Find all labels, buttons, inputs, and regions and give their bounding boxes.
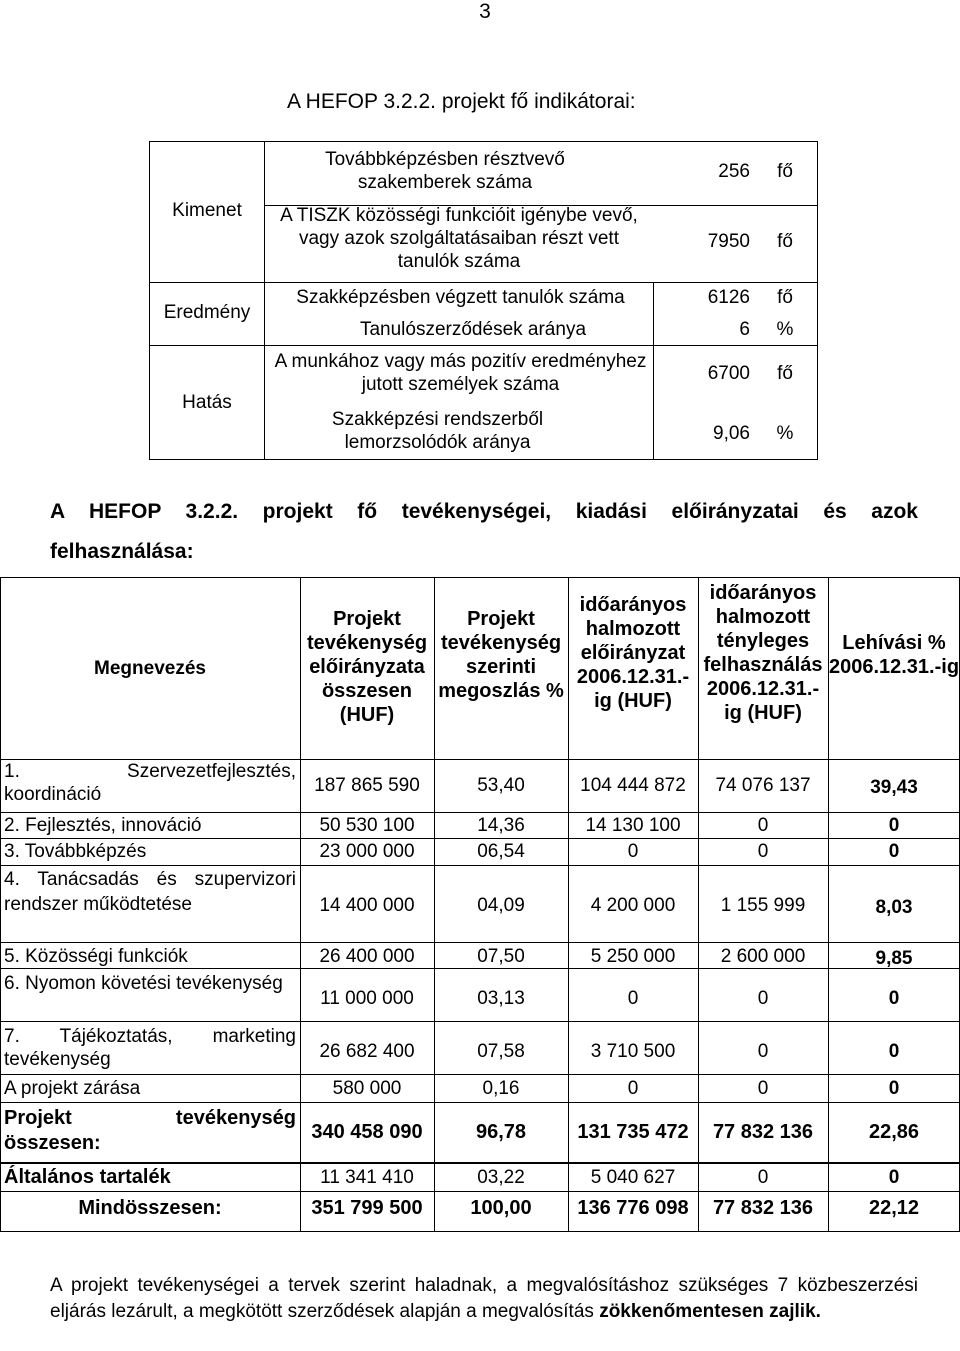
- row-name: 6. Nyomon követési tevékenység: [4, 973, 283, 994]
- cell-planned: 131 735 472: [577, 1121, 689, 1143]
- row-name: 1. Szervezetfejlesztés, koordináció: [4, 761, 296, 805]
- header-actual: időarányos halmozott tényleges felhasználás 2006.12.31.-ig (HUF): [703, 582, 823, 724]
- page-number: 3: [479, 0, 491, 23]
- cell-actual: 0: [757, 1167, 769, 1188]
- indicator-label: Tanulószerződések aránya: [359, 319, 587, 340]
- cell-total: 14 400 000: [319, 895, 415, 916]
- cell-planned: 136 776 098: [577, 1197, 689, 1219]
- indicator-unit: %: [776, 423, 794, 444]
- indicator-unit: fő: [777, 161, 793, 182]
- cell-total: 11 341 410: [320, 1167, 414, 1188]
- cell-share: 06,54: [477, 841, 525, 862]
- cell-planned: 4 200 000: [590, 895, 676, 916]
- cell-actual: 0: [757, 1078, 769, 1099]
- budget-table: [0, 577, 960, 1232]
- budget-title-cont: felhasználása:: [50, 540, 194, 563]
- indicator-unit: fő: [777, 231, 793, 252]
- indicator-value: 6: [739, 319, 750, 340]
- indicator-value: 9,06: [713, 423, 750, 444]
- row-name: Mindösszesen:: [78, 1197, 222, 1219]
- indicator-value: 256: [718, 161, 750, 182]
- cell-actual: 77 832 136: [712, 1121, 814, 1143]
- row-name: Projekt tevékenység összesen:: [4, 1107, 296, 1154]
- indicator-value: 6700: [707, 363, 750, 384]
- header-megnevezes: Megnevezés: [94, 658, 206, 679]
- budget-title: A HEFOP 3.2.2. projekt fő tevékenységei, kiadási előirányzatai és azok: [50, 500, 918, 523]
- cell-planned: 0: [627, 1078, 639, 1099]
- indicator-unit: %: [776, 319, 794, 340]
- cell-planned: 5 040 627: [590, 1167, 676, 1188]
- indicators-title: A HEFOP 3.2.2. projekt fő indikátorai:: [287, 90, 636, 113]
- cell-actual: 0: [757, 815, 769, 836]
- category-kimenet: Kimenet: [172, 200, 242, 221]
- footer-paragraph: [50, 1273, 918, 1325]
- cell-total: 351 799 500: [311, 1197, 423, 1219]
- cell-total: 26 400 000: [319, 946, 415, 967]
- cell-total: 26 682 400: [319, 1041, 415, 1062]
- footer-text: A projekt tevékenységei a tervek szerint haladnak, a megvalósításhoz szükséges 7 közbeszerzési eljárás lezárult, a megkötött szerződések alapján a megvalósítás: [50, 1275, 918, 1322]
- header-share: Projekt tevékenység szerinti megoszlás %: [438, 608, 564, 702]
- cell-planned: 14 130 100: [585, 815, 681, 836]
- cell-rate: 0: [888, 1041, 900, 1062]
- cell-planned: 3 710 500: [590, 1041, 676, 1062]
- indicator-unit: fő: [777, 287, 793, 308]
- cell-actual: 0: [757, 841, 769, 862]
- cell-rate: 22,12: [868, 1197, 920, 1219]
- cell-total: 580 000: [332, 1078, 402, 1099]
- cell-planned: 0: [627, 841, 639, 862]
- cell-actual: 0: [757, 1041, 769, 1062]
- header-rate: Lehívási % 2006.12.31.-ig: [828, 632, 960, 678]
- row-name: 2. Fejlesztés, innováció: [4, 815, 202, 836]
- row-name: 4. Tanácsadás és szupervizori rendszer működtetése: [4, 869, 296, 915]
- row-name: 7. Tájékoztatás, marketing tevékenység: [4, 1026, 296, 1070]
- row-name: 5. Közösségi funkciók: [4, 946, 188, 967]
- cell-share: 100,00: [470, 1197, 532, 1219]
- header-total: Projekt tevékenység előirányzata összesen (HUF): [306, 608, 428, 726]
- cell-rate: 0: [888, 988, 900, 1009]
- cell-planned: 0: [627, 988, 639, 1009]
- cell-rate: 0: [888, 1078, 900, 1099]
- cell-share: 04,09: [477, 895, 525, 916]
- cell-rate: 0: [888, 841, 900, 862]
- indicators-table: [149, 141, 818, 460]
- cell-share: 03,22: [477, 1167, 525, 1188]
- cell-planned: 5 250 000: [590, 946, 676, 967]
- row-name: A projekt zárása: [4, 1078, 141, 1099]
- cell-share: 53,40: [477, 775, 525, 796]
- cell-share: 0,16: [482, 1078, 520, 1099]
- header-planned: időarányos halmozott előirányzat 2006.12.31.-ig (HUF): [576, 594, 690, 712]
- row-name: 3. Továbbképzés: [4, 841, 147, 862]
- cell-total: 50 530 100: [319, 815, 415, 836]
- indicator-label: Szakképzési rendszerből lemorzsolódók aránya: [331, 409, 544, 453]
- indicator-unit: fő: [777, 363, 793, 384]
- cell-rate: 9,85: [875, 948, 913, 969]
- indicator-value: 6126: [707, 287, 750, 308]
- cell-rate: 39,43: [870, 777, 918, 798]
- category-eredmeny: Eredmény: [163, 302, 251, 323]
- indicator-label: A munkához vagy más pozitív eredményhez jutott személyek száma: [274, 351, 647, 395]
- cell-actual: 2 600 000: [720, 946, 806, 967]
- cell-rate: 22,86: [868, 1121, 920, 1143]
- indicator-label: A TISZK közösségi funkcióit igénybe vevő, vagy azok szolgáltatásaiban részt vett tanulók száma: [280, 205, 638, 272]
- indicator-value: 7950: [707, 231, 750, 252]
- cell-total: 340 458 090: [311, 1121, 423, 1143]
- row-name: Általános tartalék: [4, 1166, 171, 1188]
- cell-total: 187 865 590: [314, 775, 420, 796]
- cell-planned: 104 444 872: [580, 775, 686, 796]
- cell-actual: 74 076 137: [715, 775, 811, 796]
- footer-bold-text: zökkenőmentesen zajlik.: [599, 1301, 821, 1322]
- cell-rate: 8,03: [875, 897, 913, 918]
- cell-actual: 77 832 136: [712, 1197, 814, 1219]
- cell-rate: 0: [888, 815, 900, 836]
- indicator-label: Szakképzésben végzett tanulók száma: [296, 287, 625, 308]
- cell-share: 14,36: [477, 815, 525, 836]
- cell-share: 96,78: [475, 1121, 527, 1143]
- cell-share: 07,50: [477, 946, 525, 967]
- cell-share: 03,13: [477, 988, 525, 1009]
- cell-actual: 0: [757, 988, 769, 1009]
- cell-total: 11 000 000: [320, 988, 414, 1009]
- cell-actual: 1 155 999: [720, 895, 806, 916]
- indicator-label: Továbbképzésben résztvevő szakemberek száma: [325, 149, 565, 193]
- cell-total: 23 000 000: [319, 841, 415, 862]
- cell-rate: 0: [888, 1167, 900, 1188]
- category-hatas: Hatás: [182, 392, 232, 413]
- cell-share: 07,58: [477, 1041, 525, 1062]
